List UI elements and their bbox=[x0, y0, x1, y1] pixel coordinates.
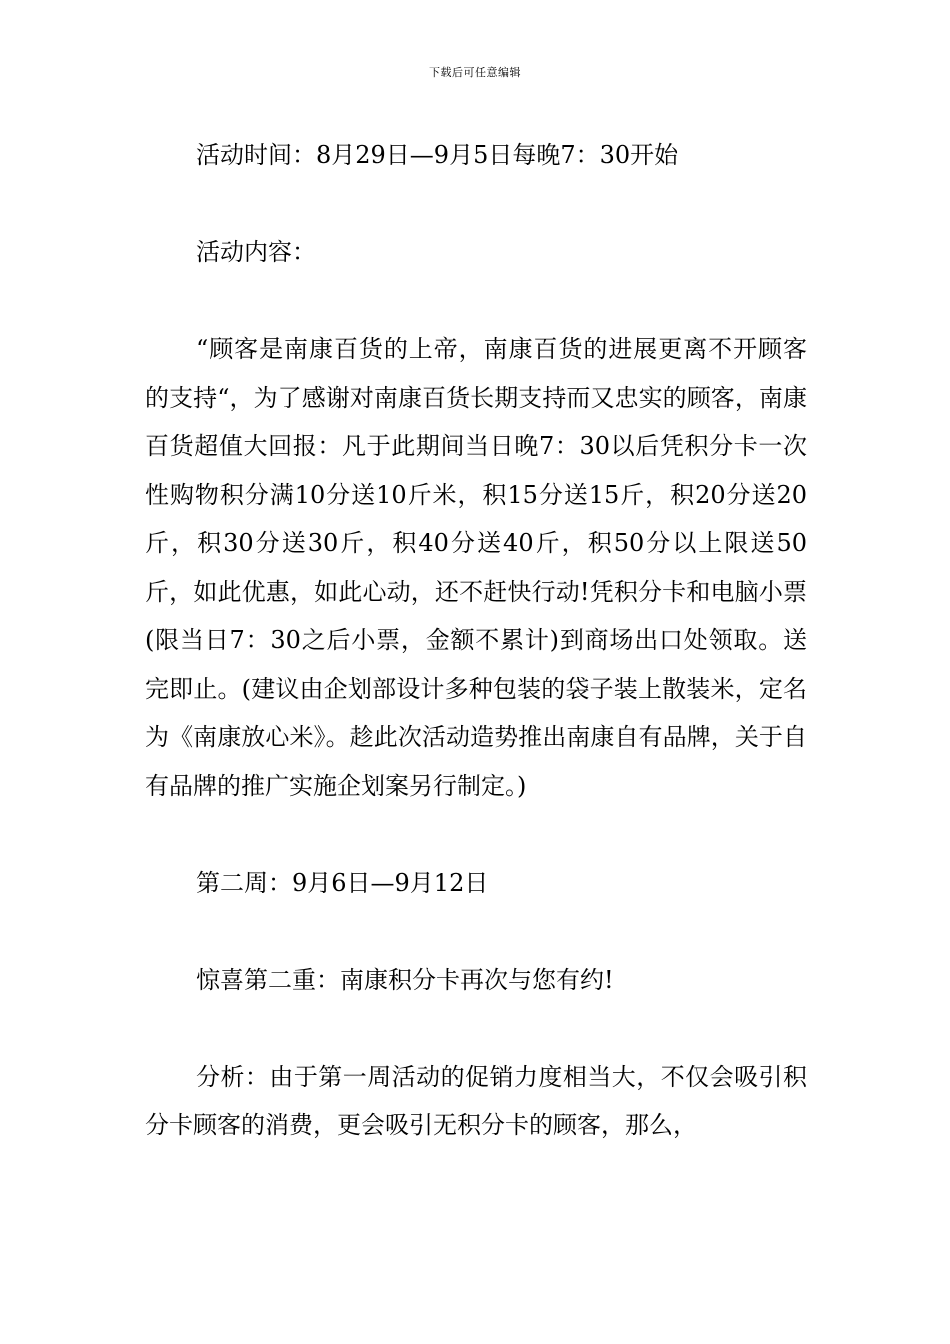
paragraph-activity-description: “顾客是南康百货的上帝，南康百货的进展更离不开顾客的支持“，为了感谢对南康百货长期支持而又忠实的顾客，南康百货超值大回报：凡于此期间当日晚7：30以后凭积分卡一次性购物积分满10分送10斤米，积15分送15斤，积20分送20斤，积30分送30斤，积40分送40斤，积50分以上限送50斤，如此优惠，如此心动，还不赶快行动!凭积分卡和电脑小票(限当日7：30之后小票，金额不累计)到商场出口处领取。送完即止。(建议由企划部设计多种包装的袋子装上散装米，定名为《南康放心米》。趁此次活动造势推出南康自有品牌，关于自有品牌的推广实施企划案另行制定。) bbox=[145, 335, 807, 800]
paragraph-activity-content-heading: 活动内容： bbox=[196, 238, 316, 266]
paragraph-surprise-two: 惊喜第二重：南康积分卡再次与您有约! bbox=[196, 965, 614, 994]
paragraph-week-two: 第二周：9月6日—9月12日 bbox=[196, 868, 489, 897]
header-note: 下载后可任意编辑 bbox=[429, 66, 521, 79]
document-body bbox=[145, 131, 807, 1150]
paragraph-activity-time: 活动时间：8月29日—9月5日每晚7：30开始 bbox=[196, 141, 679, 169]
paragraph-analysis: 分析：由于第一周活动的促销力度相当大，不仅会吸引积分卡顾客的消费，更会吸引无积分卡的顾客，那么， bbox=[145, 1062, 807, 1139]
